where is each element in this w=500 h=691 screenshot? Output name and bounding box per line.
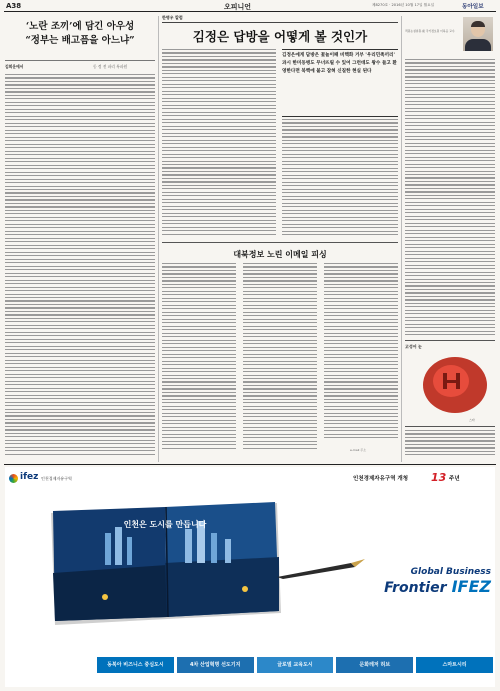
column-kicker: 한명우 칼럼 (162, 15, 183, 20)
tag-industry[interactable]: 4차 산업혁명 선도기지 (177, 657, 254, 673)
author-row (5, 64, 155, 70)
newspaper-logo: 동아일보 (462, 4, 484, 10)
anniversary-number: 13 (431, 471, 447, 484)
tag-education[interactable]: 글로벌 교육도시 (257, 657, 334, 673)
column-body-right (282, 119, 398, 237)
ifez-logo-text: ifez (20, 472, 39, 482)
ifez-logo-mark (9, 474, 18, 483)
anniversary-text: 인천경제자유구역 개청 (353, 476, 409, 482)
notice-text (405, 430, 495, 460)
magazine-illustration (45, 493, 285, 629)
column-middle (162, 15, 398, 461)
cartoon-illustration (413, 353, 493, 417)
ifez-logo (9, 471, 109, 487)
anniversary-unit: 주년 (449, 476, 460, 482)
header-rule (4, 11, 496, 12)
tag-bar (97, 657, 493, 673)
magazine-title: 인천은 도시를 만듭니다 (123, 519, 207, 529)
tag-smartcity[interactable]: 스마트시티 (416, 657, 493, 673)
column-divider-2 (401, 16, 402, 462)
anniversary-banner (353, 472, 493, 486)
cartoon-rule (405, 340, 495, 341)
advertisement[interactable] (5, 467, 495, 687)
date-line: 제8270호 · 2016년 10월 17일 월요일 (372, 3, 435, 7)
column-body (405, 59, 495, 341)
frontier-brand: IFEZ (451, 577, 491, 596)
subarticle-body-1 (162, 263, 236, 453)
author-intro: 객원논설위원·前 국가정보원 이하응 교수 (405, 29, 455, 33)
article-title-line-2: “정부는 배고픔을 아느냐” (25, 35, 135, 46)
pull-quote (282, 49, 398, 117)
author-email: e-mail 주소 (350, 448, 367, 452)
section-name: 오피니언 (224, 3, 252, 11)
subarticle-body-3 (324, 263, 398, 443)
frontier-line-1: Global Business (410, 567, 491, 577)
kicker-rule (162, 22, 398, 23)
subarticle-body-2 (243, 263, 317, 453)
column-divider-1 (158, 16, 159, 462)
pull-quote-text: 김정은에게 답방은 꽃놀이패 비핵화 거부 '우리민족끼리' 과시 한미동맹도 무너뜨릴 수 있어 그런데도 왕수 들고 환영한다면 북핵에 불고 잡혀 신질한 현실 된다 (282, 53, 397, 74)
author-name: 김희운에서 (5, 64, 24, 69)
title-rule (5, 60, 155, 61)
notice-rule (405, 426, 495, 427)
author-photo (463, 17, 493, 51)
frontier-title (375, 567, 491, 617)
headline: 김정은 답방을 어떻게 볼 것인가 (192, 29, 368, 44)
page-number: A38 (6, 2, 22, 10)
article-title-line-1: ‘노란 조끼’에 담긴 아우성 (25, 21, 135, 32)
frontier-line-2: Frontier (384, 580, 447, 596)
pen-illustration (277, 559, 367, 579)
column-right (405, 15, 495, 461)
tag-business[interactable]: 동북아 비즈니스 중심도시 (97, 657, 174, 673)
cartoon-label: 고성어 눈 (405, 344, 422, 349)
article-title (5, 20, 155, 48)
column-body-left (162, 49, 276, 237)
subarticle-title: 대북정보 노린 이메일 피싱 (233, 249, 327, 259)
ad-top-rule (4, 464, 496, 465)
ifez-logo-sub: 인천경제자유구역 (41, 476, 72, 481)
article-body (5, 74, 155, 464)
cartoon-caption: 스타 (469, 418, 475, 422)
tag-culture[interactable]: 문화레저 허브 (336, 657, 413, 673)
subarticle-rule (162, 242, 398, 243)
column-left (5, 20, 155, 460)
author-byline: 동 정 전 파리 특파원 (93, 64, 128, 69)
